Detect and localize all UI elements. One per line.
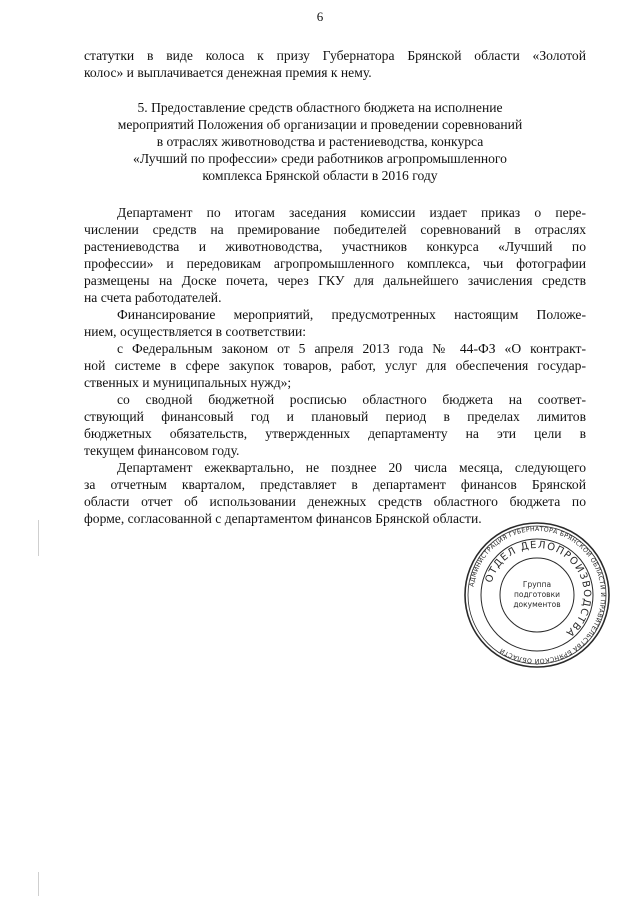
scan-artifact bbox=[38, 520, 39, 556]
text-line: Департамент ежеквартально, не позднее 20 числа месяца, следующего bbox=[117, 460, 586, 475]
text-line: со сводной бюджетной росписью областного бюджета на соответ- bbox=[117, 392, 586, 407]
paragraph-budget-list bbox=[84, 391, 586, 459]
text-line: числении средств на премирование победителей соревнований в отраслях bbox=[84, 222, 586, 237]
stamp-dept-text: ОТДЕЛ ДЕЛОПРОИЗВОДСТВА bbox=[483, 539, 593, 639]
intro-paragraph bbox=[84, 47, 586, 81]
office-stamp bbox=[462, 520, 612, 670]
heading-line: в отраслях животноводства и растениеводства, конкурса bbox=[156, 134, 484, 149]
section-body bbox=[84, 204, 586, 527]
text-line: размещены на Доске почета, через ГКУ для дальнейшего зачисления средств bbox=[84, 273, 586, 288]
text-line: Департамент по итогам заседания комиссии издает приказ о пере- bbox=[117, 205, 586, 220]
text-line: Финансирование мероприятий, предусмотренных настоящим Положе- bbox=[117, 307, 586, 322]
text-line: ной системе в сфере закупок товаров, работ, услуг для обеспечения государ- bbox=[84, 358, 586, 373]
stamp-center-line: документов bbox=[513, 600, 561, 609]
text-line: ствующий финансовый год и плановый период в пределах лимитов bbox=[84, 409, 586, 424]
text-line: профессии» и передовикам агропромышленного комплекса, чьи фотографии bbox=[84, 256, 586, 271]
text-line: колос» и выплачивается денежная премия к нему. bbox=[84, 65, 372, 80]
section-heading bbox=[60, 99, 580, 184]
text-line: текущем финансовом году. bbox=[84, 443, 240, 458]
paragraph-department-order bbox=[84, 204, 586, 306]
text-line: статутки в виде колоса к призу Губернатора Брянской области «Золотой bbox=[84, 48, 586, 63]
text-line: нием, осуществляется в соответствии: bbox=[84, 324, 307, 339]
text-line: области отчет об использовании денежных средств областного бюджета по bbox=[84, 494, 586, 509]
text-line: ственных и муниципальных нужд»; bbox=[84, 375, 292, 390]
stamp-outer-text: АДМИНИСТРАЦИЯ ГУБЕРНАТОРА БРЯНСКОЙ ОБЛАСТИ И ПРАВИТЕЛЬСТВА БРЯНСКОЙ ОБЛАСТИ bbox=[468, 525, 607, 665]
page-number: 6 bbox=[316, 9, 324, 24]
text-line: растениеводства и животноводства, участников конкурса «Лучший по bbox=[84, 239, 586, 254]
heading-line: мероприятий Положения об организации и проведении соревнований bbox=[117, 117, 523, 132]
text-line: бюджетных обязательств, утвержденных департаменту на эти цели в bbox=[84, 426, 586, 441]
text-line: форме, согласованной с департаментом финансов Брянской области. bbox=[84, 511, 482, 526]
stamp-center-line: подготовки bbox=[514, 590, 560, 599]
heading-line: 5. Предоставление средств областного бюджета на исполнение bbox=[137, 100, 503, 115]
text-line: на счета работодателей. bbox=[84, 290, 222, 305]
scan-artifact bbox=[38, 872, 39, 896]
paragraph-federal-law bbox=[84, 340, 586, 391]
heading-line: «Лучший по профессии» среди работников агропромышленного bbox=[133, 151, 507, 166]
heading-line: комплекса Брянской области в 2016 году bbox=[202, 168, 438, 183]
paragraph-financing bbox=[84, 306, 586, 340]
stamp-center-line: Группа bbox=[522, 580, 552, 589]
paragraph-quarterly-report bbox=[84, 459, 586, 527]
text-line: за отчетным кварталом, представляет в департамент финансов Брянской bbox=[84, 477, 586, 492]
text-line: с Федеральным законом от 5 апреля 2013 года № 44-ФЗ «О контракт- bbox=[117, 341, 586, 356]
